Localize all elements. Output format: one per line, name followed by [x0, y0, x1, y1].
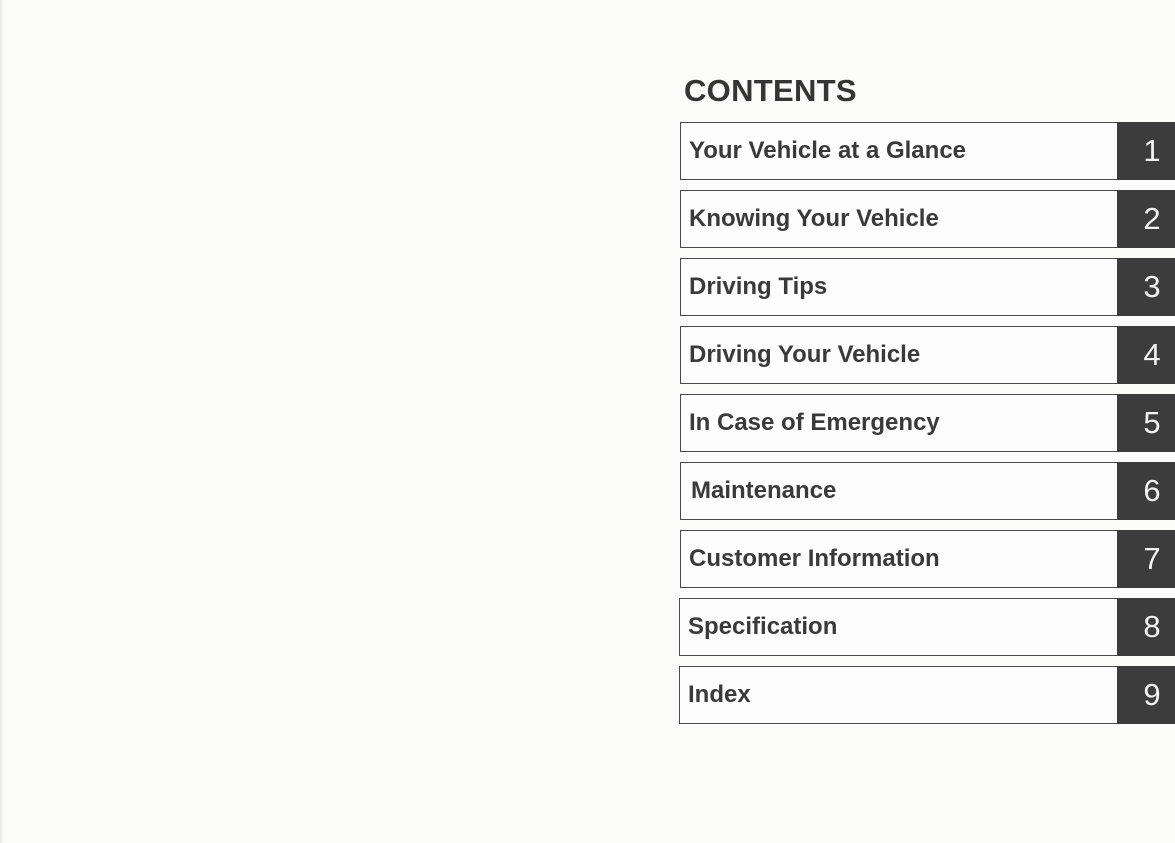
section-tab-number: 6 [1117, 462, 1175, 520]
toc-item-knowing-your-vehicle[interactable] [680, 190, 1175, 248]
toc-item-label: In Case of Emergency [689, 409, 940, 436]
section-tab-number: 3 [1117, 258, 1175, 316]
page-title: CONTENTS [684, 73, 857, 108]
toc-item-driving-your-vehicle[interactable] [680, 326, 1175, 384]
toc-item-label: Maintenance [691, 477, 837, 504]
section-tab-number: 4 [1117, 326, 1175, 384]
toc-item-label: Knowing Your Vehicle [689, 205, 939, 232]
toc-item-label: Driving Your Vehicle [689, 341, 921, 368]
toc-item-index[interactable] [679, 666, 1175, 724]
toc-item-specification[interactable] [679, 598, 1175, 656]
section-tab-number: 5 [1117, 394, 1175, 452]
section-tab-number: 2 [1117, 190, 1175, 248]
toc-item-your-vehicle-at-a-glance[interactable] [680, 122, 1175, 180]
toc-item-label: Customer Information [689, 545, 940, 572]
toc-item-in-case-of-emergency[interactable] [680, 394, 1175, 452]
section-tab-number: 1 [1117, 122, 1175, 180]
section-tab-number: 9 [1117, 666, 1175, 724]
toc-item-label: Driving Tips [689, 273, 828, 300]
toc-item-customer-information[interactable] [680, 530, 1175, 588]
toc-item-maintenance[interactable] [680, 462, 1175, 520]
toc-item-label: Your Vehicle at a Glance [689, 137, 967, 164]
section-tab-number: 8 [1117, 598, 1175, 656]
toc-item-driving-tips[interactable] [680, 258, 1175, 316]
toc-item-label: Specification [688, 613, 838, 640]
section-tab-number: 7 [1117, 530, 1175, 588]
toc-item-label: Index [688, 681, 751, 708]
